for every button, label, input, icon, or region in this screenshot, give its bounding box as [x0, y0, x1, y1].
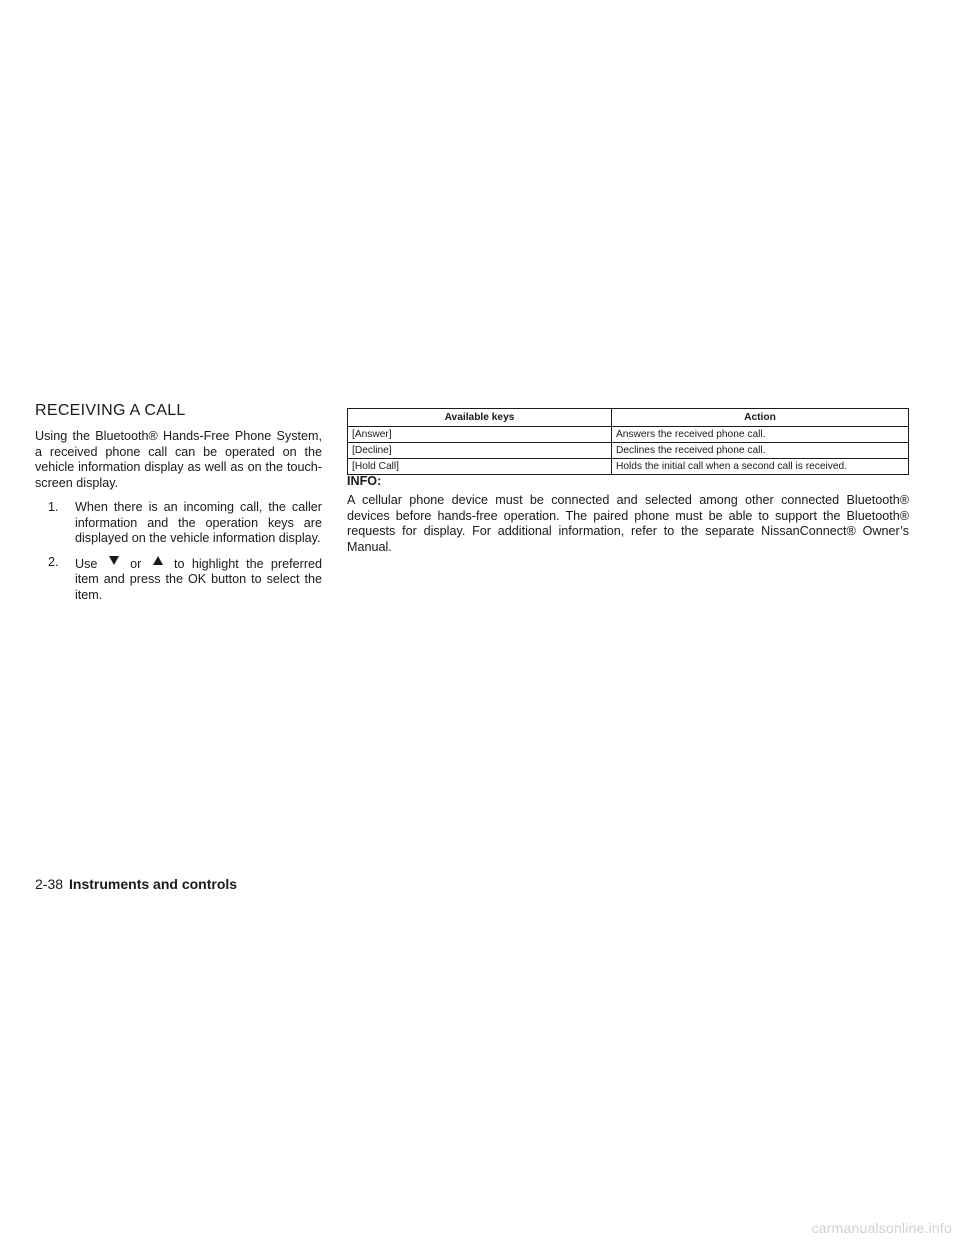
left-column — [35, 429, 322, 611]
step-text-between: or — [130, 556, 142, 571]
table-row — [348, 427, 909, 443]
steps-list — [35, 500, 322, 603]
chapter-title: Instruments and controls — [69, 876, 238, 892]
table-header-action: Action — [612, 409, 909, 427]
available-keys-table — [347, 408, 909, 475]
table-cell-key: [Hold Call] — [348, 459, 612, 475]
table-cell-key: [Answer] — [348, 427, 612, 443]
step-text-before: Use — [75, 556, 98, 571]
up-triangle-icon — [149, 555, 167, 566]
down-triangle-icon — [105, 555, 123, 566]
table-cell-action: Holds the initial call when a second call is received. — [612, 459, 909, 475]
table-row — [348, 443, 909, 459]
table-header-row — [348, 409, 909, 427]
page-footer — [35, 876, 237, 892]
step-number: 2. — [48, 554, 59, 569]
step-2 — [35, 555, 322, 604]
step-1 — [35, 500, 322, 547]
step-text: When there is an incoming call, the caller information and the operation keys are displayed on the vehicle information display. — [75, 500, 322, 545]
table-cell-key: [Decline] — [348, 443, 612, 459]
step-text-after: to highlight the preferred item and press the OK button to select the item. — [75, 556, 323, 602]
table-header-keys: Available keys — [348, 409, 612, 427]
table-cell-action: Answers the received phone call. — [612, 427, 909, 443]
watermark: carmanualsonline.info — [811, 1220, 952, 1236]
table-row — [348, 459, 909, 475]
page-number: 2-38 — [35, 876, 64, 892]
intro-paragraph: Using the Bluetooth® Hands-Free Phone System, a received phone call can be operated on the vehicle information display as well as on the touch-screen display. — [35, 429, 322, 490]
info-paragraph: A cellular phone device must be connected and selected among other connected Bluetooth® devices before hands-free operation. The paired phone must be able to support the Bluetooth® requests for display. For additional information, refer to the separate NissanConnect® Owner’s Manual. — [347, 493, 909, 554]
section-title: RECEIVING A CALL — [35, 402, 186, 419]
step-number: 1. — [48, 500, 59, 514]
table-cell-action: Declines the received phone call. — [612, 443, 909, 459]
info-heading: INFO: — [347, 474, 382, 488]
